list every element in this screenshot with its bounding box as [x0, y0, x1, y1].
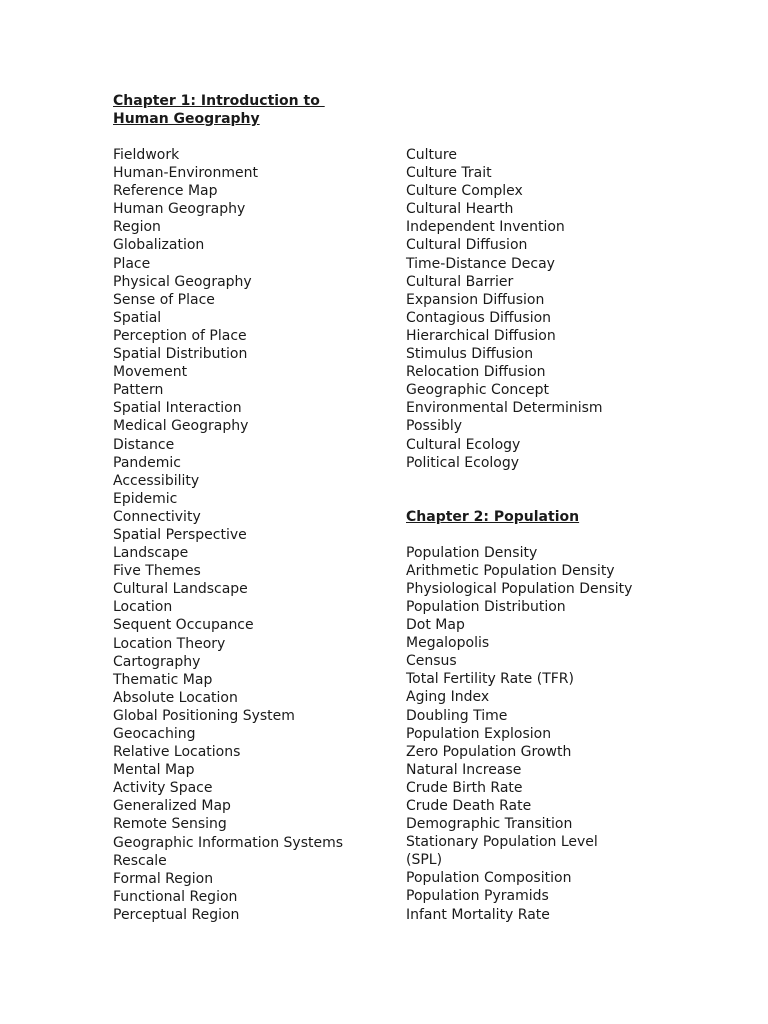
term-item: Population Pyramids — [406, 888, 549, 905]
term-item: Landscape — [113, 545, 189, 562]
right-column-top-spacer — [406, 92, 706, 146]
term-item: Physiological Population Density — [406, 580, 633, 597]
term-item: Culture Complex — [406, 183, 523, 200]
term-item: Population Distribution — [406, 598, 566, 615]
term-item: Human-Environment — [113, 165, 258, 182]
term-item: Spatial Distribution — [113, 346, 248, 363]
term-item: Globalization — [113, 237, 205, 254]
chapter1-heading — [113, 92, 393, 146]
term-item: Remote Sensing — [113, 816, 227, 833]
term-item: Culture — [406, 147, 457, 163]
chapter1-title-line2: Human Geography — [113, 111, 260, 127]
term-item: Stationary Population Level — [406, 834, 598, 851]
term-item: Human Geography — [113, 201, 246, 218]
left-column — [113, 92, 393, 924]
term-item: Relative Locations — [113, 744, 241, 761]
term-item: Location Theory — [113, 635, 226, 652]
term-item: Total Fertility Rate (TFR) — [406, 671, 574, 688]
term-item: Zero Population Growth — [406, 743, 572, 760]
term-item: Spatial — [113, 309, 162, 326]
term-item: Cultural Ecology — [406, 436, 521, 453]
term-item: Aging Index — [406, 689, 490, 706]
term-item: Geographic Concept — [406, 382, 549, 399]
term-item: Dot Map — [406, 617, 465, 634]
right-column — [406, 92, 706, 924]
term-item: Cultural Hearth — [406, 201, 514, 218]
term-item: Cultural Landscape — [113, 581, 248, 598]
term-item: Reference Map — [113, 183, 218, 200]
term-item: Stimulus Diffusion — [406, 346, 534, 363]
term-item: Movement — [113, 364, 188, 381]
term-item: Fieldwork — [113, 147, 180, 163]
term-item: Pandemic — [113, 454, 181, 471]
term-item: Functional Region — [113, 888, 238, 905]
term-item: Political Ecology — [406, 454, 520, 471]
term-item: Time-Distance Decay — [406, 255, 555, 272]
term-item: Perceptual Region — [113, 906, 240, 923]
term-item: Natural Increase — [406, 761, 522, 778]
term-item: Contagious Diffusion — [406, 309, 552, 326]
term-item: Independent Invention — [406, 219, 565, 236]
term-item: Sense of Place — [113, 291, 215, 308]
term-item: Generalized Map — [113, 798, 231, 815]
term-item: Spatial Perspective — [113, 526, 247, 543]
chapter1-left-term-list — [113, 146, 393, 924]
term-item: Five Themes — [113, 563, 201, 580]
term-item: Spatial Interaction — [113, 400, 242, 417]
term-item: Geocaching — [113, 726, 196, 742]
term-item: Formal Region — [113, 870, 214, 887]
term-item: Rescale — [113, 852, 167, 869]
term-item: Geographic Information Systems — [113, 834, 344, 851]
term-item: Population Explosion — [406, 725, 552, 742]
term-item: Demographic Transition — [406, 816, 573, 833]
chapter2-title: Chapter 2: Population — [406, 508, 580, 525]
term-item: Medical Geography — [113, 418, 249, 435]
term-item: Expansion Diffusion — [406, 291, 545, 308]
term-item: Hierarchical Diffusion — [406, 327, 556, 344]
term-item: Megalopolis — [406, 635, 490, 652]
term-item: Place — [113, 255, 151, 272]
term-item: Activity Space — [113, 780, 213, 797]
term-item: Pattern — [113, 382, 164, 399]
term-item: Mental Map — [113, 762, 195, 779]
term-item: Cartography — [113, 653, 201, 670]
term-item: Sequent Occupance — [113, 617, 254, 634]
chapter2-heading — [406, 508, 706, 544]
chapter1-right-term-list — [406, 146, 706, 472]
term-item: Location — [113, 599, 173, 616]
term-item: Possibly — [406, 418, 463, 435]
term-item: Physical Geography — [113, 273, 252, 290]
term-item: Epidemic — [113, 490, 178, 507]
term-item: Perception of Place — [113, 327, 247, 344]
term-item: Absolute Location — [113, 689, 238, 706]
term-item: Relocation Diffusion — [406, 364, 546, 381]
term-item: Culture Trait — [406, 165, 492, 182]
term-item: Arithmetic Population Density — [406, 562, 615, 579]
term-item: Population Composition — [406, 870, 572, 887]
chapter2-term-list — [406, 544, 706, 924]
term-item: Distance — [113, 436, 175, 453]
term-item: Census — [406, 653, 457, 670]
term-item: Connectivity — [113, 508, 201, 525]
term-item: Doubling Time — [406, 707, 508, 724]
term-item: Cultural Diffusion — [406, 237, 528, 254]
term-item: (SPL) — [406, 852, 443, 869]
term-item: Global Positioning System — [113, 707, 295, 724]
term-item: Population Density — [406, 544, 538, 561]
section-gap — [406, 472, 706, 508]
term-item: Cultural Barrier — [406, 273, 514, 290]
term-item: Thematic Map — [113, 671, 213, 688]
term-item: Crude Death Rate — [406, 798, 532, 814]
term-item: Accessibility — [113, 472, 200, 489]
term-item: Infant Mortality Rate — [406, 906, 550, 923]
chapter1-title-line1: Chapter 1: Introduction to — [113, 93, 325, 109]
term-item: Region — [113, 219, 161, 236]
term-item: Crude Birth Rate — [406, 779, 523, 796]
term-item: Environmental Determinism — [406, 400, 603, 417]
